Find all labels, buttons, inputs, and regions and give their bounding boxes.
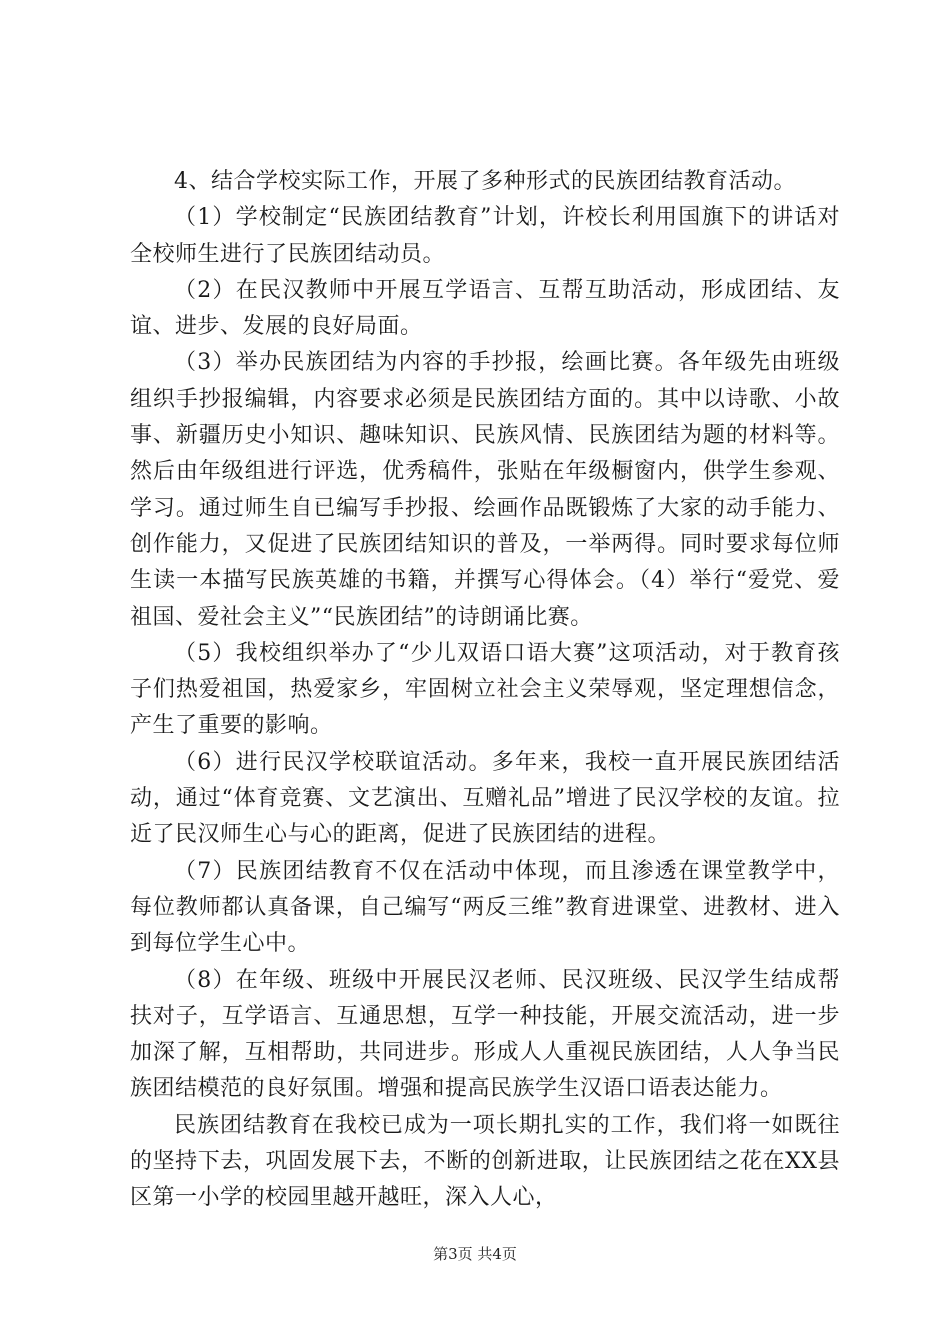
paragraph-item-7: （7）民族团结教育不仅在活动中体现，而且渗透在课堂教学中，每位教师都认真备课，自己编写“两反三维”教育进课堂、进教材、进入到每位学生心中。	[130, 858, 840, 957]
paragraph-item-1: （1）学校制定“民族团结教育”计划，许校长利用国旗下的讲话对全校师生进行了民族团结动员。	[130, 205, 840, 267]
paragraph-item-8: （8）在年级、班级中开展民汉老师、民汉班级、民汉学生结成帮扶对子，互学语言、互通思想，互学一种技能，开展交流活动，进一步加深了解，互相帮助，共同进步。形成人人重视民族团结，人人争当民族团结模范的良好氛围。增强和提高民族学生汉语口语表达能力。	[130, 967, 840, 1102]
paragraph-conclusion: 民族团结教育在我校已成为一项长期扎实的工作，我们将一如既往的坚持下去，巩固发展下去，不断的创新进取，让民族团结之花在XX县区第一小学的校园里越开越旺，深入人心，	[130, 1112, 840, 1211]
paragraph-item-5: （5）我校组织举办了“少儿双语口语大赛”这项活动，对于教育孩子们热爱祖国，热爱家乡，牢固树立社会主义荣辱观，坚定理想信念，产生了重要的影响。	[130, 640, 840, 739]
paragraph-item-3: （3）举办民族团结为内容的手抄报，绘画比赛。各年级先由班级组织手抄报编辑，内容要求必须是民族团结方面的。其中以诗歌、小故事、新疆历史小知识、趣味知识、民族风情、民族团结为题的材料等。然后由年级组进行评选，优秀稿件，张贴在年级橱窗内，供学生参观、学习。通过师生自已编写手抄报、绘画作品既锻炼了大家的动手能力、创作能力，又促进了民族团结知识的普及，一举两得。同时要求每位师生读一本描写民族英雄的书籍，并撰写心得体会。（4）举行“爱党、爱祖国、爱社会主义”“民族团结”的诗朗诵比赛。	[130, 350, 840, 630]
document-body	[130, 164, 840, 1217]
paragraph-section-4: 4、结合学校实际工作，开展了多种形式的民族团结教育活动。	[174, 169, 796, 194]
page-number-footer: 第3页 共4页	[433, 1245, 517, 1263]
paragraph-item-2: （2）在民汉教师中开展互学语言、互帮互助活动，形成团结、友谊、进步、发展的良好局面。	[130, 277, 840, 340]
paragraph-item-6: （6）进行民汉学校联谊活动。多年来，我校一直开展民族团结活动，通过“体育竞赛、文艺演出、互赠礼品”增进了民汉学校的友谊。拉近了民汉师生心与心的距离，促进了民族团结的进程。	[130, 749, 840, 848]
